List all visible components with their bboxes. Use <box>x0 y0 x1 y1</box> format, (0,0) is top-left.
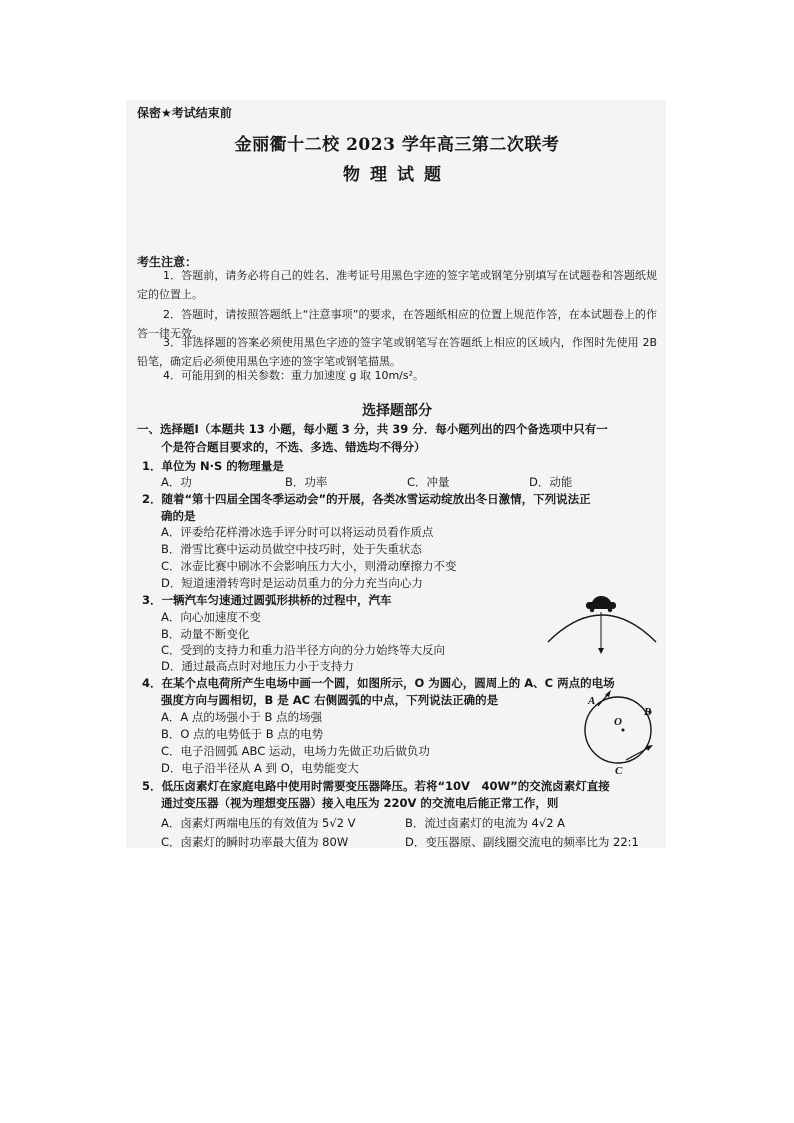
section-instruction: 一、选择题Ⅰ（本题共 13 小题，每小题 3 分，共 39 分．每小题列出的四个备选项中只有一 <box>137 422 608 436</box>
section-title: 选择题部分 <box>362 403 432 419</box>
option: A．向心加速度不变 <box>161 610 261 624</box>
question-stem: 1．单位为 N·S 的物理量是 <box>142 459 284 473</box>
option: C．电子沿圆弧 ABC 运动，电场力先做正功后做负功 <box>161 744 430 758</box>
notice-item: 4．可能用到的相关参数：重力加速度 g 取 10m/s²。 <box>163 369 425 382</box>
option: D．短道速滑转弯时是运动员重力的分力充当向心力 <box>161 576 423 590</box>
option: B．O 点的电势低于 B 点的电势 <box>161 727 324 741</box>
option: A．评委给花样滑冰选手评分时可以将运动员看作质点 <box>161 525 434 539</box>
option: A．功 <box>161 475 192 489</box>
label-a: A <box>588 695 596 707</box>
option: D．变压器原、副线圈交流电的频率比为 22:1 <box>405 835 639 849</box>
center-point <box>622 729 625 732</box>
notice-item: 3．非选择题的答案必须使用黑色字迹的签字笔或钢笔写在答题纸上相应的区域内，作图时先使用 2B 铅笔，确定后必须使用黑色字迹的签字笔或钢笔描黑。 <box>137 336 657 369</box>
bridge-arc <box>548 615 656 642</box>
option: C．卤素灯的瞬时功率最大值为 80W <box>161 835 349 849</box>
option: A．A 点的场强小于 B 点的场强 <box>161 710 323 724</box>
label-c: C <box>615 765 623 776</box>
notice-heading: 考生注意： <box>137 255 198 269</box>
option: C．冰壶比赛中刷冰不会影响压力大小，则滑动摩擦力不变 <box>161 559 457 573</box>
subject-title: 物理试题 <box>343 165 451 185</box>
car-icon <box>586 596 616 612</box>
question-stem: 强度方向与圆相切，B 是 AC 右侧圆弧的中点，下列说法正确的是 <box>161 693 499 707</box>
notice-item: 1．答题前，请务必将自己的姓名、准考证号用黑色字迹的签字笔或钢笔分别填写在试题卷和答题纸规定的位置上。 <box>137 269 657 302</box>
label-o: O <box>614 716 622 728</box>
question-stem: 5．低压卤素灯在家庭电路中使用时需要变压器降压。若将“10V 40W”的交流卤素灯直接 <box>142 779 610 793</box>
option: D．动能 <box>529 475 573 489</box>
option: B．功率 <box>285 475 328 489</box>
arch-bridge-figure <box>546 594 658 658</box>
option: C．冲量 <box>407 475 450 489</box>
option: D．通过最高点时对地压力小于支持力 <box>161 659 354 673</box>
question-stem: 4．在某个点电荷所产生电场中画一个圆，如图所示，O 为圆心，圆周上的 A、C 两点的电场 <box>142 676 615 690</box>
option: B．滑雪比赛中运动员做空中技巧时，处于失重状态 <box>161 542 422 556</box>
question-stem: 确的是 <box>161 509 196 523</box>
question-stem: 3．一辆汽车匀速通过圆弧形拱桥的过程中，汽车 <box>142 593 392 607</box>
label-b: B <box>644 706 652 718</box>
exam-title: 金丽衢十二校 2023 学年高三第二次联考 <box>234 135 560 155</box>
option: A．卤素灯两端电压的有效值为 5√2 V <box>161 816 356 830</box>
option: B．动量不断变化 <box>161 627 250 641</box>
circle-field-figure <box>578 688 662 776</box>
radius-arrow-head <box>598 648 604 654</box>
confidential-label: 保密★考试结束前 <box>137 106 232 120</box>
tangent-arrow-c <box>626 747 650 760</box>
question-stem: 通过变压器（视为理想变压器）接入电压为 220V 的交流电后能正常工作，则 <box>161 796 559 810</box>
option: B．流过卤素灯的电流为 4√2 A <box>405 816 566 830</box>
option: C．受到的支持力和重力沿半径方向的分力始终等大反向 <box>161 643 446 657</box>
question-stem: 2．随着“第十四届全国冬季运动会”的开展，各类冰雪运动绽放出冬日激情，下列说法正 <box>142 492 591 506</box>
option: D．电子沿半径从 A 到 O，电势能变大 <box>161 761 359 775</box>
notice-item: 2．答题时，请按照答题纸上“注意事项”的要求，在答题纸相应的位置上规范作答，在本试题卷上的作答一律无效。 <box>137 308 657 341</box>
section-instruction: 个是符合题目要求的，不选、多选、错选均不得分） <box>161 440 426 454</box>
